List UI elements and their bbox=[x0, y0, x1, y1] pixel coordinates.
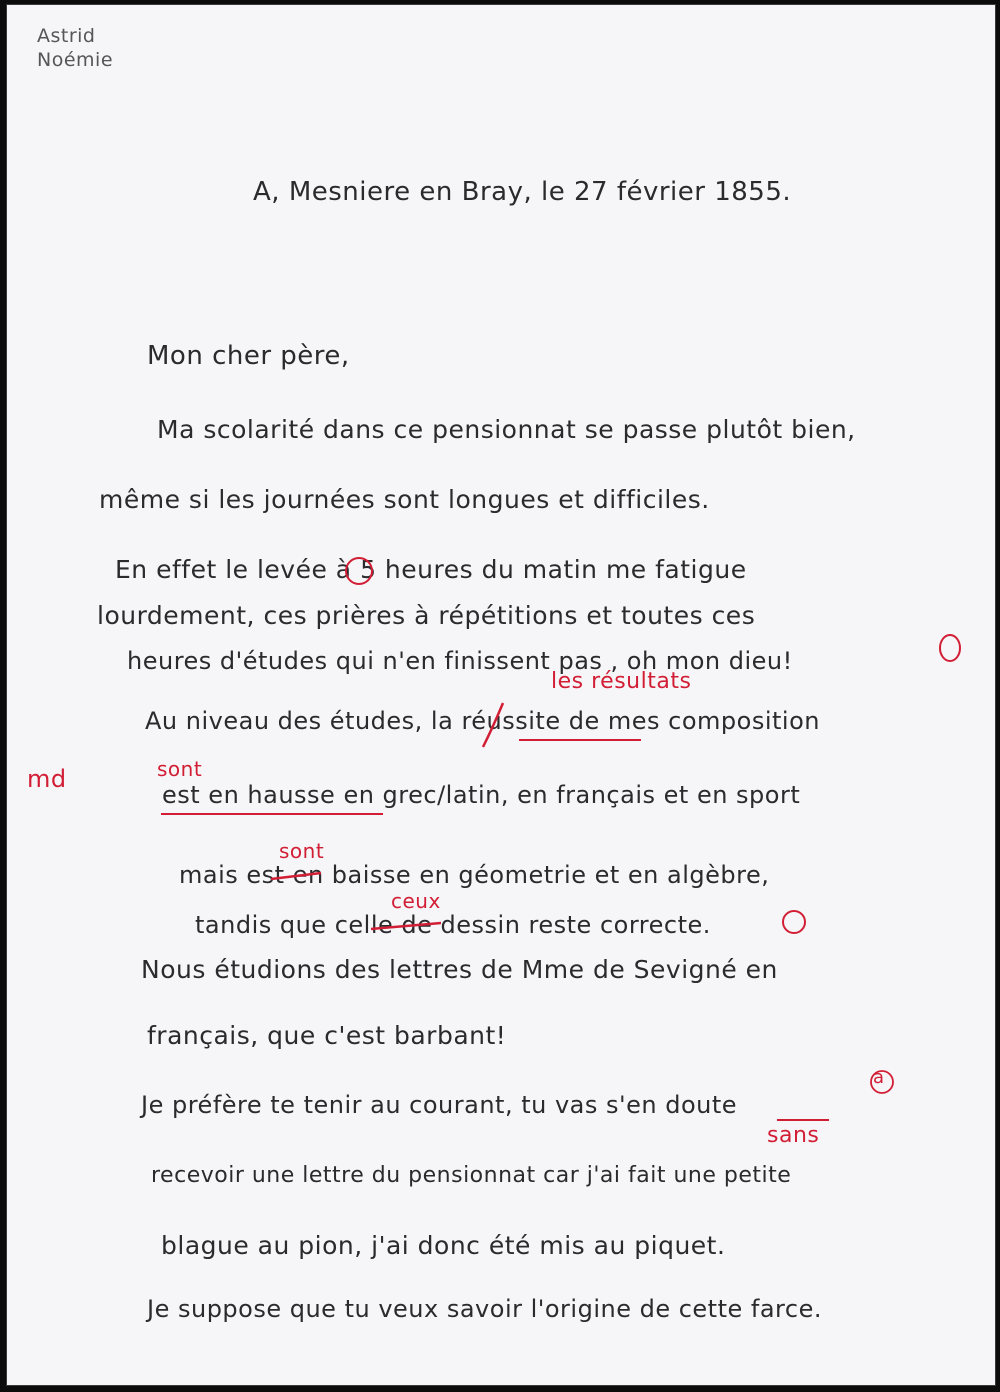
letter-line: est en hausse en grec/latin, en français et en sport bbox=[162, 781, 801, 809]
correction-strike bbox=[367, 911, 447, 941]
margin-note: md bbox=[27, 765, 67, 793]
correction-note: les résultats bbox=[551, 669, 692, 694]
letter-line: blague au pion, j'ai donc été mis au piquet. bbox=[161, 1231, 726, 1260]
correction-circle bbox=[935, 631, 965, 665]
letter-line: Je suppose que tu veux savoir l'origine de cette farce. bbox=[147, 1295, 822, 1323]
correction-circle bbox=[341, 553, 377, 589]
letter-line: même si les journées sont longues et difficiles. bbox=[99, 485, 710, 514]
correction-note: sans bbox=[767, 1123, 820, 1148]
correction-underline bbox=[777, 1119, 829, 1121]
correction-circle bbox=[777, 905, 811, 939]
letter-line: tandis que celle de dessin reste correcte. bbox=[195, 911, 711, 939]
author-name: Noémie bbox=[37, 49, 114, 71]
date-line: A, Mesniere en Bray, le 27 février 1855. bbox=[253, 177, 792, 207]
letter-line: recevoir une lettre du pensionnat car j'ai fait une petite bbox=[151, 1163, 792, 1188]
letter-line: lourdement, ces prières à répétitions et toutes ces bbox=[97, 601, 756, 630]
correction-note: ceux bbox=[391, 889, 441, 913]
correction-note: sont bbox=[279, 839, 325, 863]
letter-line: mais est en baisse en géometrie et en algèbre, bbox=[179, 861, 770, 889]
letter-line: heures d'études qui n'en finissent pas , oh mon dieu! bbox=[127, 647, 793, 675]
letter-line: Je préfère te tenir au courant, tu vas s'en doute bbox=[141, 1091, 738, 1119]
letter-line: français, que c'est barbant! bbox=[147, 1021, 507, 1050]
correction-strike bbox=[477, 697, 513, 757]
correction-circle bbox=[867, 1067, 897, 1097]
letter-line: Ma scolarité dans ce pensionnat se passe plutôt bien, bbox=[157, 415, 856, 444]
letter-line: Au niveau des études, la réussite de mes composition bbox=[145, 707, 820, 735]
letter-line: En effet le levée à 5 heures du matin me fatigue bbox=[115, 555, 747, 584]
correction-note: sont bbox=[157, 757, 203, 781]
correction-strike bbox=[267, 861, 327, 891]
correction-underline bbox=[519, 739, 641, 741]
correction-underline bbox=[161, 813, 383, 815]
letter-sheet bbox=[6, 4, 996, 1386]
correction-mark: a bbox=[873, 1067, 885, 1088]
author-name: Astrid bbox=[37, 25, 96, 47]
letter-line: Nous étudions des lettres de Mme de Sevigné en bbox=[141, 955, 778, 984]
salutation: Mon cher père, bbox=[147, 341, 350, 371]
